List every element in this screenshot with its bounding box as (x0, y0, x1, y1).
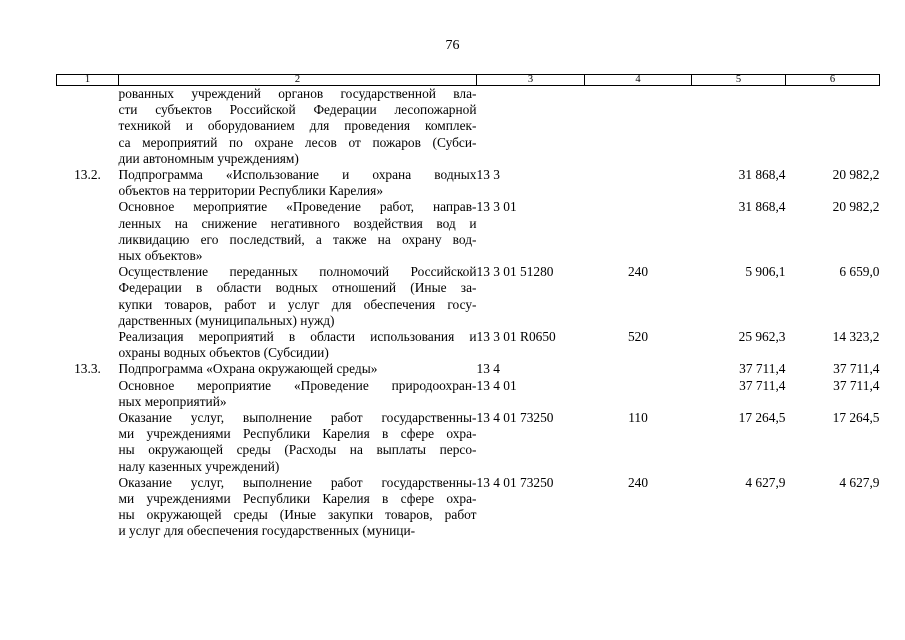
row-description (119, 475, 477, 540)
column-header: 6 (786, 75, 880, 86)
amount-column-5: 5 906,1 (745, 264, 786, 280)
amount-column-5 (692, 86, 786, 168)
classification-code: 13 3 (476, 167, 500, 183)
description-line: техникой и оборудованием для проведения комплек- (118, 118, 477, 134)
row-description (119, 167, 477, 199)
description-line: ных объектов» (118, 248, 203, 264)
page-number: 76 (445, 38, 460, 53)
table-row (57, 475, 880, 540)
column-header: 4 (585, 75, 692, 86)
description-line: сти субъектов Российской Федерации лесопожарной (118, 102, 477, 118)
amount-column-6: 6 659,0 (839, 264, 880, 280)
column-header: 1 (57, 75, 119, 86)
description-line: купки товаров, работ и услуг для обеспечения госу- (118, 296, 477, 312)
row-number (57, 475, 119, 540)
table-row (57, 410, 880, 475)
description-line: Осуществление переданных полномочий Российской (118, 264, 477, 280)
description-line: Основное мероприятие «Проведение природоохран- (118, 377, 477, 393)
row-number (57, 86, 119, 168)
amount-column-5: 17 264,5 (738, 410, 786, 426)
column-header: 2 (119, 75, 477, 86)
description-line: ми учреждениями Республики Карелия в сфере охра- (118, 491, 477, 507)
classification-code: 13 3 01 (476, 199, 517, 215)
description-line: налу казенных учреждений) (118, 458, 280, 474)
amount-column-5: 31 868,4 (738, 167, 786, 183)
row-number: 13.2. (74, 167, 101, 183)
table-row (57, 199, 880, 264)
description-line: и услуг для обеспечения государственных (муници- (118, 523, 416, 539)
classification-code: 13 4 01 (476, 377, 517, 393)
description-line: объектов на территории Республики Карелия» (118, 183, 384, 199)
expense-type-code (585, 361, 692, 377)
table-row (57, 167, 880, 199)
classification-code: 13 3 01 51280 (476, 264, 554, 280)
row-description (119, 361, 477, 377)
expense-type-code: 240 (627, 474, 649, 490)
description-line: ны окружающей среды (Расходы на выплаты персо- (118, 442, 477, 458)
classification-code: 13 4 (476, 361, 500, 377)
expense-type-code: 520 (627, 329, 649, 345)
table-row (57, 329, 880, 361)
amount-column-5: 25 962,3 (738, 329, 786, 345)
description-line: ленных на снижение негативного воздействия вод и (118, 215, 477, 231)
description-line: ми учреждениями Республики Карелия в сфере охра- (118, 426, 477, 442)
description-line: Оказание услуг, выполнение работ государственны- (118, 410, 477, 426)
description-line: ны окружающей среды (Иные закупки товаров, работ (118, 507, 477, 523)
description-line: Оказание услуг, выполнение работ государственны- (118, 474, 477, 490)
row-number: 13.3. (74, 361, 101, 377)
row-number (57, 410, 119, 475)
expense-type-code: 240 (627, 264, 649, 280)
amount-column-5: 37 711,4 (739, 377, 786, 393)
column-header: 5 (692, 75, 786, 86)
description-line: Подпрограмма «Использование и охрана водных (118, 167, 477, 183)
row-description (119, 378, 477, 410)
description-line: дарственных (муниципальных) нужд) (118, 312, 335, 328)
column-number-header (57, 75, 880, 86)
amount-column-6: 4 627,9 (839, 474, 880, 490)
row-description (119, 410, 477, 475)
description-line: Основное мероприятие «Проведение работ, направ- (118, 199, 477, 215)
table-row (57, 361, 880, 377)
description-line: ликвидацию его последствий, а также на охрану вод- (118, 231, 477, 247)
description-line: Федерации в области водных отношений (Иные за- (118, 280, 477, 296)
amount-column-6: 14 323,2 (832, 329, 880, 345)
expense-type-code (585, 378, 692, 410)
amount-column-5: 31 868,4 (738, 199, 786, 215)
row-number (57, 378, 119, 410)
table-row (57, 264, 880, 329)
description-line: са мероприятий по охране лесов от пожаров (Субси- (118, 134, 477, 150)
description-line: дии автономным учреждениям) (118, 150, 299, 166)
row-description (119, 329, 477, 361)
expense-type-code: 110 (628, 410, 648, 426)
classification-code: 13 4 01 73250 (476, 474, 554, 490)
expense-type-code (585, 199, 692, 264)
row-number (57, 264, 119, 329)
budget-table (56, 74, 880, 540)
description-line: Подпрограмма «Охрана окружающей среды» (118, 361, 378, 377)
description-line: Реализация мероприятий в области использования и (118, 329, 477, 345)
table-body (57, 86, 880, 540)
row-number (57, 329, 119, 361)
classification-code: 13 4 01 73250 (476, 410, 554, 426)
column-header: 3 (477, 75, 585, 86)
table-row (57, 86, 880, 168)
amount-column-6: 37 711,4 (833, 361, 880, 377)
amount-column-6: 37 711,4 (833, 377, 880, 393)
row-description (119, 86, 477, 168)
expense-type-code (585, 167, 692, 199)
amount-column-6 (786, 86, 880, 168)
table-row (57, 378, 880, 410)
row-description (119, 199, 477, 264)
amount-column-6: 17 264,5 (832, 410, 880, 426)
row-number (57, 199, 119, 264)
description-line: охраны водных объектов (Субсидии) (118, 345, 329, 361)
classification-code (477, 86, 585, 168)
amount-column-6: 20 982,2 (832, 199, 880, 215)
description-line: ных мероприятий» (118, 393, 227, 409)
row-description (119, 264, 477, 329)
expense-type-code (585, 86, 692, 168)
description-line: рованных учреждений органов государственной вла- (118, 86, 477, 101)
amount-column-5: 4 627,9 (745, 474, 786, 490)
classification-code: 13 3 01 R0650 (476, 329, 556, 345)
amount-column-5: 37 711,4 (739, 361, 786, 377)
amount-column-6: 20 982,2 (832, 167, 880, 183)
